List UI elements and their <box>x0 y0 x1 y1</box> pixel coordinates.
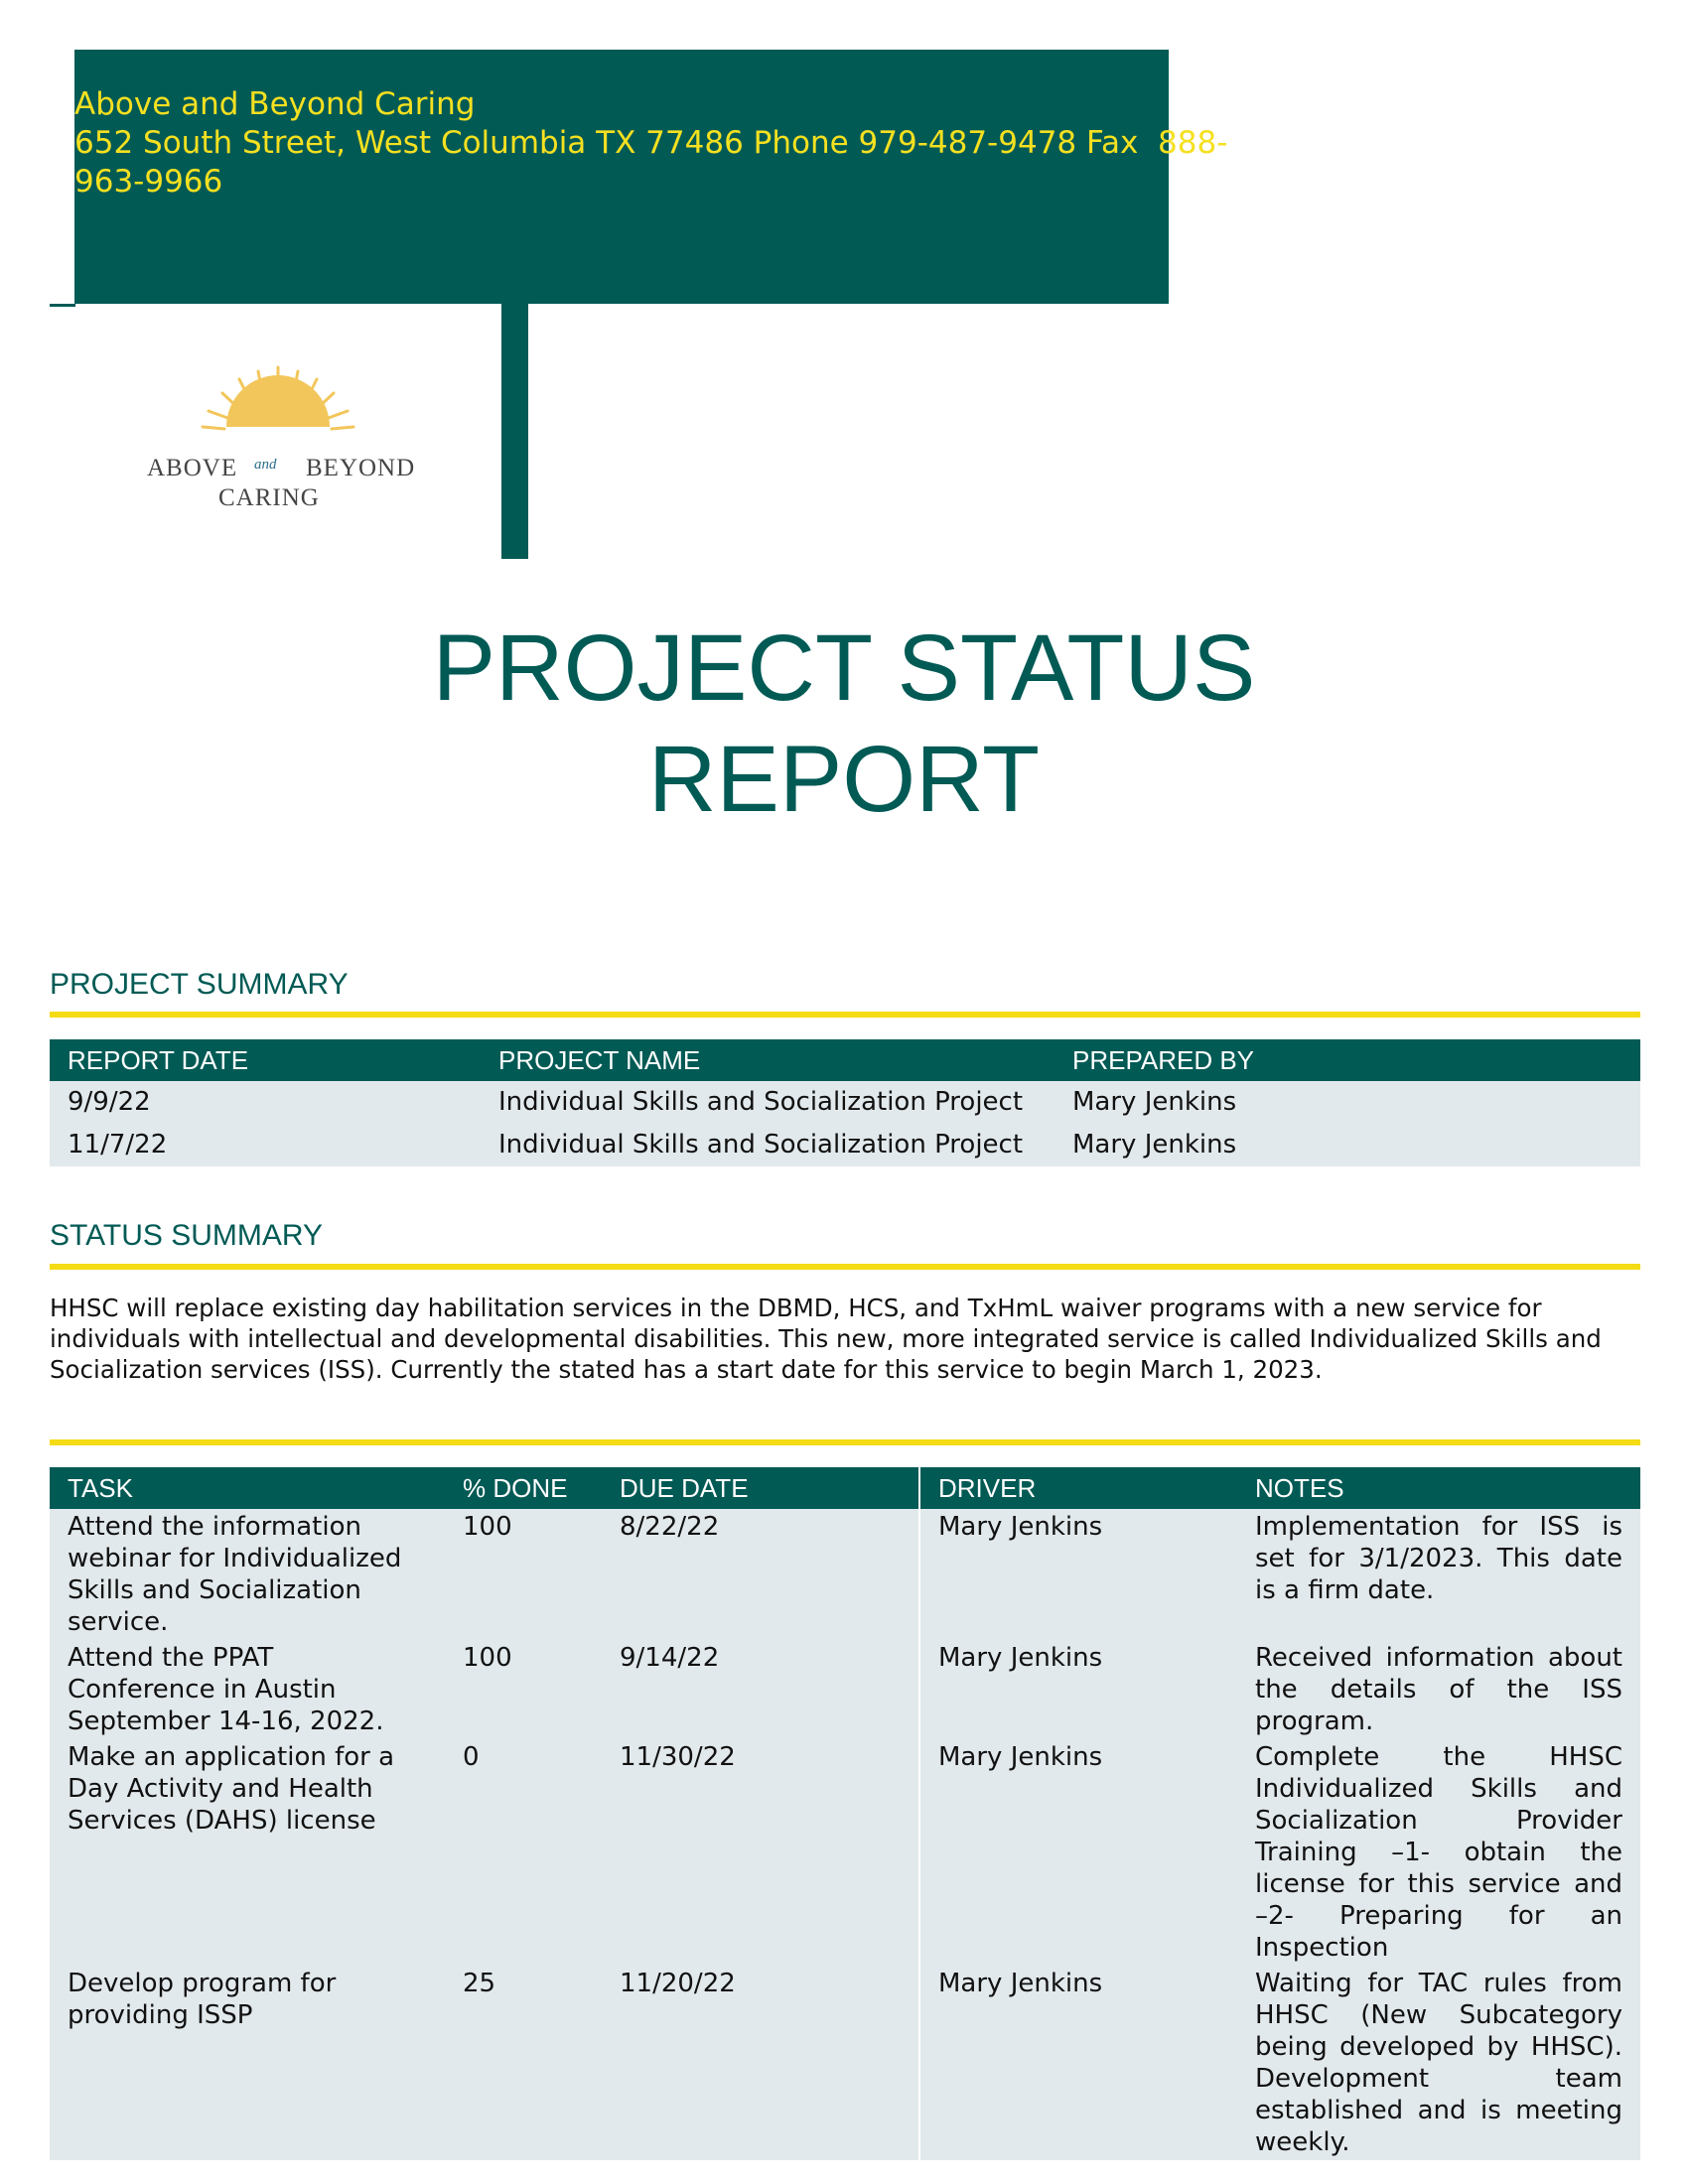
task-cell: Attend the PPAT Conference in Austin September 14-16, 2022. <box>50 1640 445 1739</box>
status-summary-text: HHSC will replace existing day habilitation services in the DBMD, HCS, and TxHmL waiver programs with a new service for individuals with intellectual and developmental disabilities. This new, more integrated service is called Individualized Skills and Socialization services (ISS). Currently the stated has a start date for this service to begin March 1, 2023. <box>50 1294 1602 1384</box>
due-date-cell: 8/22/22 <box>602 1509 919 1640</box>
driver-cell: Mary Jenkins <box>919 1739 1237 1966</box>
logo-text-beyond: BEYOND <box>306 455 416 481</box>
task-table <box>50 1467 1640 2160</box>
notes-cell: Received information about the details of the ISS program. <box>1237 1640 1640 1739</box>
driver-cell: Mary Jenkins <box>919 1966 1237 2160</box>
column-header-project-name: PROJECT NAME <box>481 1039 1055 1081</box>
project-name-cell: Individual Skills and Socialization Project <box>481 1124 1055 1166</box>
decorative-line <box>50 304 75 307</box>
due-date-cell: 11/20/22 <box>602 1966 919 2160</box>
logo-text-caring: CARING <box>218 484 320 511</box>
section-divider <box>50 1012 1640 1018</box>
column-header-due-date: DUE DATE <box>602 1467 919 1509</box>
company-address-line1: 652 South Street, West Columbia TX 77486 Phone 979-487-9478 Fax 888- <box>74 125 1228 161</box>
table-row <box>50 1081 1640 1124</box>
task-cell: Develop program for providing ISSP <box>50 1966 445 2160</box>
table-header-row <box>50 1039 1640 1081</box>
decorative-vertical-bar <box>501 304 528 559</box>
due-date-cell: 11/30/22 <box>602 1739 919 1966</box>
company-logo <box>139 357 427 516</box>
column-header-prepared-by: PREPARED BY <box>1055 1039 1640 1081</box>
prepared-by-cell: Mary Jenkins <box>1055 1124 1640 1166</box>
report-date-cell: 9/9/22 <box>50 1081 481 1124</box>
company-info <box>74 85 1228 202</box>
page-title <box>0 613 1688 835</box>
status-summary-heading: STATUS SUMMARY <box>50 1219 324 1252</box>
notes-cell: Waiting for TAC rules from HHSC (New Subcategory being developed by HHSC). Development team established and is meeting weekly. <box>1237 1966 1640 2160</box>
logo-text-and: and <box>254 457 277 473</box>
company-name: Above and Beyond Caring <box>74 86 476 122</box>
header-banner <box>74 50 1228 304</box>
notes-cell: Implementation for ISS is set for 3/1/2023. This date is a firm date. <box>1237 1509 1640 1640</box>
project-name-cell: Individual Skills and Socialization Project <box>481 1081 1055 1124</box>
column-header-percent-done: % DONE <box>445 1467 602 1509</box>
project-summary-table <box>50 1039 1640 1166</box>
column-header-task: TASK <box>50 1467 445 1509</box>
task-cell: Make an application for a Day Activity and Health Services (DAHS) license <box>50 1739 445 1966</box>
report-date-cell: 11/7/22 <box>50 1124 481 1166</box>
company-address-line2: 963-9966 <box>74 164 223 200</box>
logo-text-above: ABOVE <box>147 455 238 481</box>
project-summary-heading: PROJECT SUMMARY <box>50 968 349 1001</box>
driver-cell: Mary Jenkins <box>919 1509 1237 1640</box>
table-row <box>50 1640 1640 1739</box>
table-row <box>50 1739 1640 1966</box>
table-header-row <box>50 1467 1640 1509</box>
column-header-driver: DRIVER <box>919 1467 1237 1509</box>
sun-icon <box>139 357 427 457</box>
percent-done-cell: 100 <box>445 1640 602 1739</box>
table-row <box>50 1509 1640 1640</box>
page-title-line1: PROJECT STATUS <box>432 615 1256 721</box>
prepared-by-cell: Mary Jenkins <box>1055 1081 1640 1124</box>
percent-done-cell: 0 <box>445 1739 602 1966</box>
percent-done-cell: 100 <box>445 1509 602 1640</box>
percent-done-cell: 25 <box>445 1966 602 2160</box>
task-cell: Attend the information webinar for Individualized Skills and Socialization service. <box>50 1509 445 1640</box>
table-row <box>50 1124 1640 1166</box>
table-row <box>50 1966 1640 2160</box>
due-date-cell: 9/14/22 <box>602 1640 919 1739</box>
section-divider <box>50 1264 1640 1270</box>
column-header-notes: NOTES <box>1237 1467 1640 1509</box>
section-divider <box>50 1439 1640 1445</box>
column-header-report-date: REPORT DATE <box>50 1039 481 1081</box>
page-title-line2: REPORT <box>647 727 1041 832</box>
notes-cell: Complete the HHSC Individualized Skills and Socialization Provider Training –1- obtain the license for this service and –2- Preparing for an Inspection <box>1237 1739 1640 1966</box>
driver-cell: Mary Jenkins <box>919 1640 1237 1739</box>
